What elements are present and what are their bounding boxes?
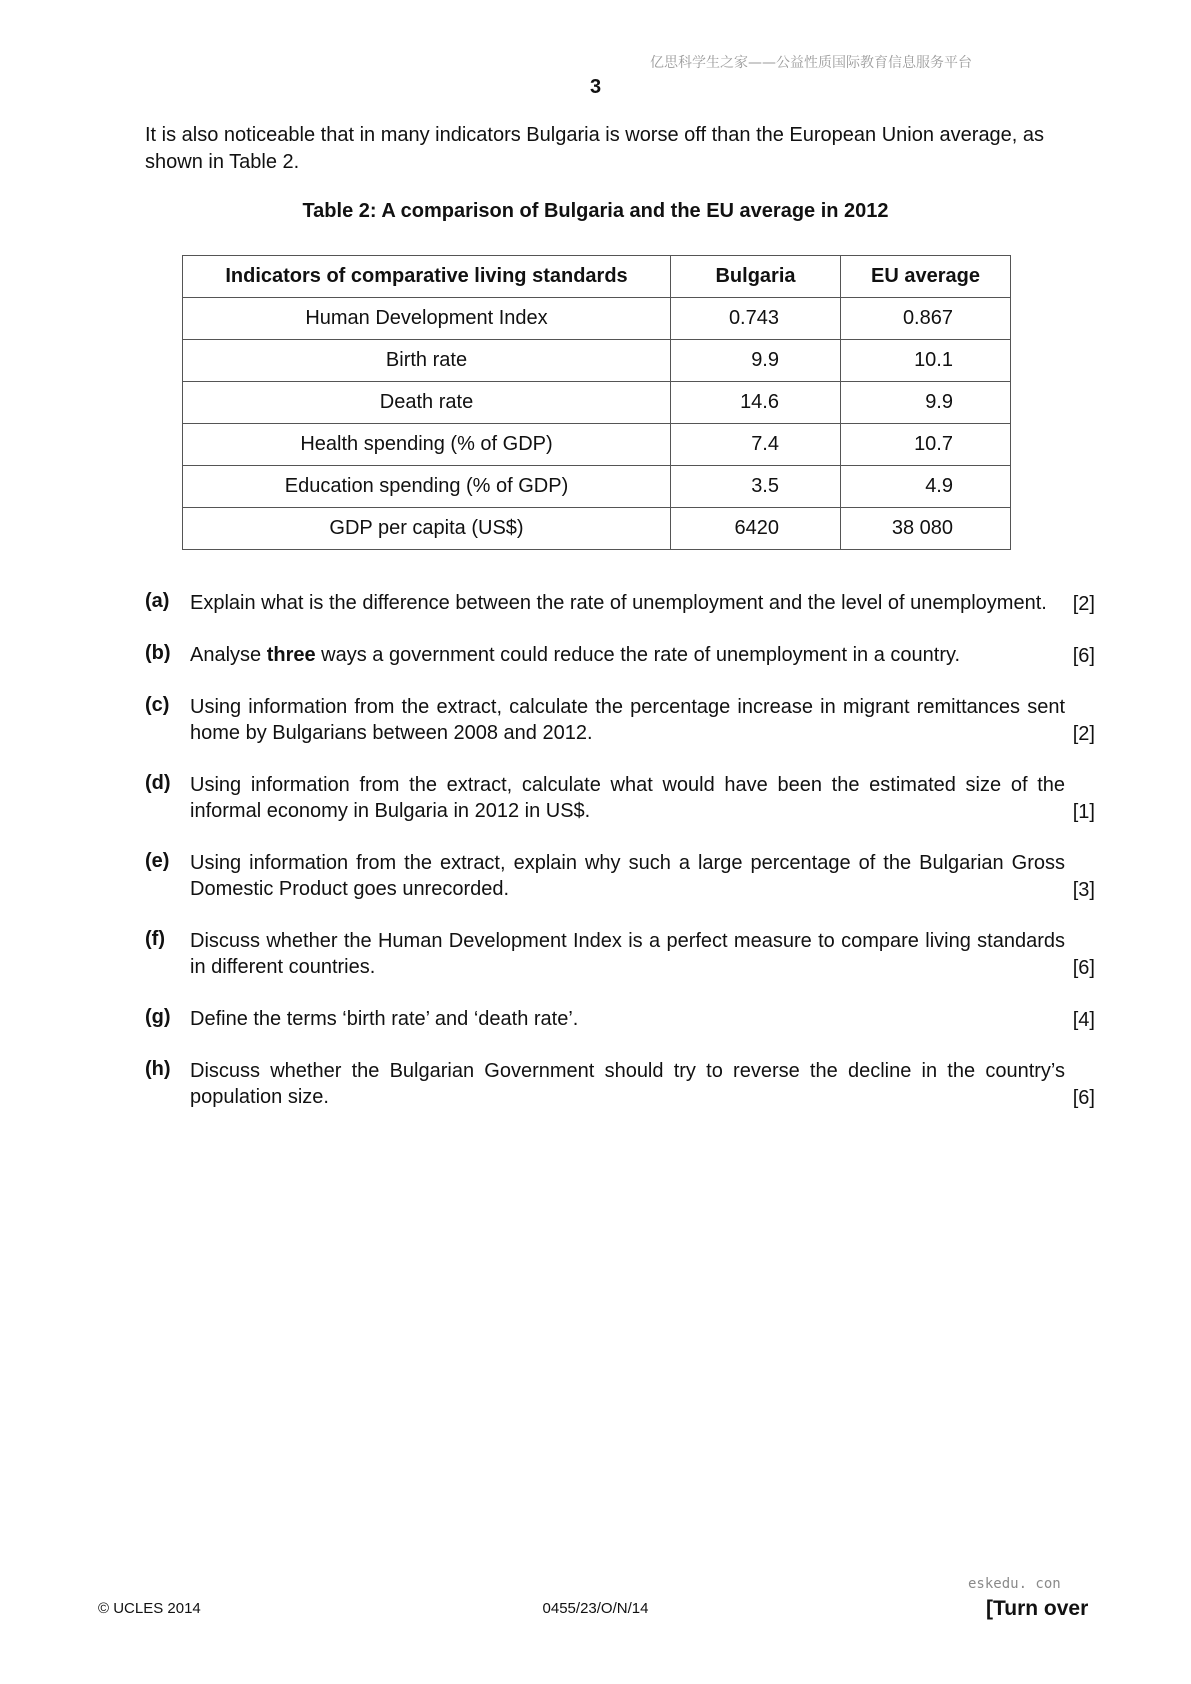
question-text: Define the terms ‘birth rate’ and ‘death rate’. (190, 1008, 579, 1030)
table-row (183, 424, 1011, 466)
eu-cell (841, 340, 1011, 382)
bulgaria-value: 6420 (734, 517, 779, 539)
question-d (145, 772, 1095, 824)
question-label: (g) (145, 1006, 171, 1028)
eu-value: 4.9 (925, 475, 953, 497)
question-label: (h) (145, 1058, 171, 1080)
page-number: 3 (589, 76, 602, 98)
question-marks: [6] (1072, 957, 1095, 979)
question-b (145, 642, 1095, 668)
column-header-eu: EU average (841, 256, 1011, 298)
column-header-indicator: Indicators of comparative living standards (183, 256, 671, 298)
question-label: (a) (145, 590, 170, 612)
question-marks: [6] (1072, 1087, 1095, 1109)
question-text: Using information from the extract, calculate the percentage increase in migrant remittances sent home by Bulgarians between 2008 and 2012. (190, 696, 1065, 744)
eu-value: 10.1 (914, 349, 953, 371)
bulgaria-value: 9.9 (751, 349, 779, 371)
bulgaria-value: 3.5 (751, 475, 779, 497)
table-row (183, 298, 1011, 340)
footer-turn-over: [Turn over (986, 1597, 1089, 1620)
watermark-text: 亿思科学生之家——公益性质国际教育信息服务平台 (650, 55, 972, 71)
table-title: Table 2: A comparison of Bulgaria and the EU average in 2012 (302, 200, 889, 222)
eu-value: 38 080 (891, 517, 953, 539)
indicator-cell: Human Development Index (183, 298, 671, 340)
question-text-part: Analyse (190, 644, 267, 666)
question-label: (f) (145, 928, 165, 950)
table-header-row (183, 256, 1011, 298)
question-text-part: ways a government could reduce the rate of unemployment in a country. (315, 644, 961, 666)
question-label: (e) (145, 850, 170, 872)
question-text: Using information from the extract, calculate what would have been the estimated size of the informal economy in Bulgaria in 2012 in US$. (190, 774, 1065, 822)
bulgaria-cell (671, 508, 841, 550)
indicator-cell: Death rate (183, 382, 671, 424)
bulgaria-cell (671, 298, 841, 340)
footer-copyright: © UCLES 2014 (98, 1600, 201, 1617)
table-row (183, 508, 1011, 550)
intro-paragraph: It is also noticeable that in many indicators Bulgaria is worse off than the European Union average, as shown in Table 2. (145, 124, 1045, 173)
question-text (190, 642, 1095, 668)
bulgaria-value: 14.6 (740, 391, 779, 413)
question-marks: [3] (1072, 879, 1095, 901)
bulgaria-value: 0.743 (728, 307, 779, 329)
question-e (145, 850, 1095, 902)
eu-cell (841, 382, 1011, 424)
question-text-emphasis: three (266, 644, 316, 666)
eu-value: 10.7 (914, 433, 953, 455)
question-list (145, 590, 1095, 1136)
eu-value: 0.867 (902, 307, 953, 329)
question-marks: [6] (1072, 645, 1095, 667)
question-a (145, 590, 1095, 616)
indicator-cell: Education spending (% of GDP) (183, 466, 671, 508)
eu-cell (841, 298, 1011, 340)
question-text: Discuss whether the Bulgarian Government should try to reverse the decline in the country’s population size. (190, 1060, 1065, 1108)
bulgaria-value: 7.4 (751, 433, 779, 455)
question-label: (d) (145, 772, 171, 794)
question-marks: [2] (1072, 593, 1095, 615)
footer-site-watermark: eskedu. con (968, 1576, 1061, 1592)
footer-paper-code: 0455/23/O/N/14 (542, 1600, 649, 1617)
column-header-bulgaria: Bulgaria (671, 256, 841, 298)
question-text: Explain what is the difference between the rate of unemployment and the level of unemployment. (190, 592, 1047, 614)
bulgaria-cell (671, 424, 841, 466)
eu-cell (841, 466, 1011, 508)
question-c (145, 694, 1095, 746)
eu-cell (841, 424, 1011, 466)
comparison-table (182, 255, 1011, 550)
question-f (145, 928, 1095, 980)
bulgaria-cell (671, 340, 841, 382)
bulgaria-cell (671, 466, 841, 508)
bulgaria-cell (671, 382, 841, 424)
question-h (145, 1058, 1095, 1110)
question-g (145, 1006, 1095, 1032)
question-marks: [4] (1072, 1009, 1095, 1031)
eu-value: 9.9 (925, 391, 953, 413)
question-marks: [2] (1072, 723, 1095, 745)
question-label: (b) (145, 642, 171, 664)
indicator-cell: GDP per capita (US$) (183, 508, 671, 550)
indicator-cell: Birth rate (183, 340, 671, 382)
indicator-cell: Health spending (% of GDP) (183, 424, 671, 466)
table-row (183, 466, 1011, 508)
question-text: Discuss whether the Human Development Index is a perfect measure to compare living standards in different countries. (190, 930, 1065, 978)
eu-cell (841, 508, 1011, 550)
question-label: (c) (145, 694, 170, 716)
table-row (183, 340, 1011, 382)
question-text: Using information from the extract, explain why such a large percentage of the Bulgarian Gross Domestic Product goes unrecorded. (190, 852, 1065, 900)
table-row (183, 382, 1011, 424)
question-marks: [1] (1072, 801, 1095, 823)
